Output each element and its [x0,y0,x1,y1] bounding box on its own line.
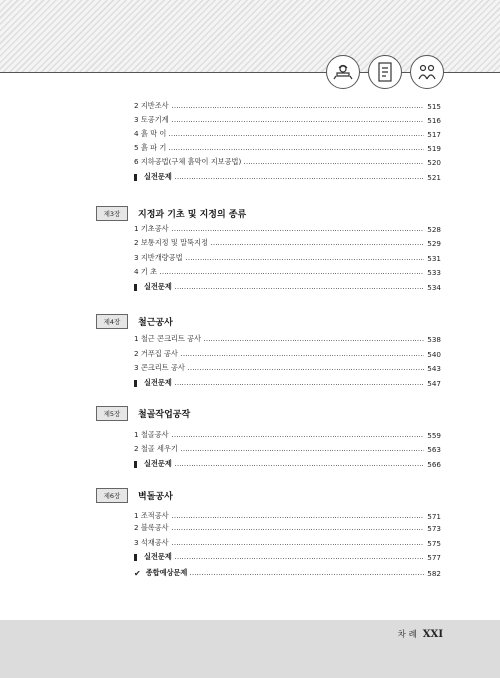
toc-entry [134,332,441,346]
toc-entry [134,536,441,550]
leader-dots [175,558,425,559]
toc-entry-page: 519 [427,143,441,153]
toc-entry-label: 2 지반조사 [134,101,169,110]
bar-marker-icon [134,380,137,387]
toc-entry [134,251,441,265]
bar-marker-icon [134,284,137,291]
toc-entry [134,236,441,250]
check-icon: ✔ [134,568,141,578]
toc-entry [134,376,441,390]
toc-entry-label: 실전문제 [144,378,172,387]
leader-dots [172,529,425,530]
leader-dots [172,436,425,437]
chapter-title: 벽돌공사 [138,491,173,502]
toc-entry [134,566,441,580]
toc-entry-page: 520 [427,157,441,167]
toc-entry-page: 538 [427,334,441,344]
toc-entry-label: 5 흙 파 기 [134,143,167,152]
leader-dots [172,107,425,108]
toc-entry-label: 2 보통지정 및 말뚝지정 [134,238,208,247]
bar-marker-icon [134,554,137,561]
toc-entry-label: 6 지하공법(구체 흙막이 지보공법) [134,157,242,166]
toc-entry-label: 1 철근 콘크리트 공사 [134,334,201,343]
toc-entry [134,99,441,113]
toc-entry-page: 547 [427,378,441,388]
toc-entry-page: 515 [427,101,441,111]
toc-entry [134,222,441,236]
footer-label: 차 례 [397,630,417,640]
toc-entry-label: 실전문제 [144,459,172,468]
leader-dots [181,355,424,356]
toc-entry-label: 실전문제 [144,552,172,561]
toc-entry-page: 540 [427,349,441,359]
toc-entry-label: 1 기초공사 [134,224,169,233]
chapter-title: 지정과 기초 및 지정의 종류 [138,209,247,220]
toc-entry-page: 582 [427,568,441,578]
leader-dots [175,384,425,385]
toc-entry-page: 533 [427,267,441,277]
toc-entry-page: 516 [427,115,441,125]
toc-entry-label: 1 철골공사 [134,430,169,439]
toc-entry [134,141,441,155]
toc-entry-page: 534 [427,282,441,292]
bar-marker-icon [134,174,137,181]
leader-dots [172,517,425,518]
toc-entry [134,155,441,169]
toc-entry-page: 521 [427,172,441,182]
toc-entry-label: 3 토공기계 [134,115,169,124]
toc-entry-page: 566 [427,459,441,469]
toc-entry [134,361,441,375]
chapter-title: 철골작업공작 [138,409,191,420]
bar-marker-icon [134,461,137,468]
toc-entry [134,428,441,442]
toc-entry-page: 563 [427,444,441,454]
leader-dots [175,465,425,466]
leader-dots [175,178,425,179]
toc-entry-page: 529 [427,238,441,248]
leader-dots [172,544,425,545]
leader-dots [188,369,424,370]
chapter-number: 제6장 [96,488,128,503]
toc-entry [134,265,441,279]
leader-dots [175,288,425,289]
leader-dots [244,163,424,164]
chapter-heading [96,205,246,221]
toc-entry-label: 4 흙 막 이 [134,129,167,138]
chapter-number: 제5장 [96,406,128,421]
chapter-title: 철근공사 [138,317,173,328]
toc-entry [134,442,441,456]
toc-entry [134,280,441,294]
construction-worker-icon [326,55,360,89]
toc-entry-label: 종합예상문제 [145,568,188,577]
toc-entry-label: 3 지반개량공법 [134,253,183,262]
toc-entry-page: 517 [427,129,441,139]
toc-entry-label: 2 거푸집 공사 [134,349,178,358]
chapter-heading [96,313,173,329]
toc-entry [134,127,441,141]
toc-entry [134,113,441,127]
toc-entry [134,170,441,184]
toc-entry-label: 3 콘크리트 공사 [134,363,185,372]
document-icon [368,55,402,89]
toc-entry-label: 4 기 초 [134,267,158,276]
toc-entry-page: 573 [427,523,441,533]
chapter-number: 제3장 [96,206,128,221]
toc-entry-page: 575 [427,538,441,548]
toc-entry-page: 577 [427,552,441,562]
leader-dots [211,244,424,245]
toc-entry-label: 실전문제 [144,282,172,291]
toc-entry [134,521,441,535]
toc-entry-label: 3 석재공사 [134,538,169,547]
leader-dots [204,340,424,341]
leader-dots [181,450,424,451]
page-number: XXI [422,629,443,640]
toc-entry-label: 2 블록공사 [134,523,169,532]
chapter-number: 제4장 [96,314,128,329]
toc-entry [134,347,441,361]
toc-entry-page: 528 [427,224,441,234]
toc-entry [134,457,441,471]
leader-dots [172,230,425,231]
chapter-heading [96,405,190,421]
toc-entry-page: 531 [427,253,441,263]
workers-icon [410,55,444,89]
toc-entry-page: 559 [427,430,441,440]
page-footer [0,620,500,678]
footer-text [398,628,443,640]
leader-dots [169,135,424,136]
toc-entry-label: 실전문제 [144,172,172,181]
chapter-heading [96,487,173,503]
leader-dots [172,121,425,122]
toc-entry-page: 571 [427,511,441,521]
toc-entry-label: 2 철골 세우기 [134,444,178,453]
toc-entry-page: 543 [427,363,441,373]
leader-dots [186,259,425,260]
leader-dots [160,273,424,274]
leader-dots [190,574,424,575]
toc-entry-label: 1 조적공사 [134,511,169,520]
toc-entry [134,550,441,564]
leader-dots [169,149,424,150]
